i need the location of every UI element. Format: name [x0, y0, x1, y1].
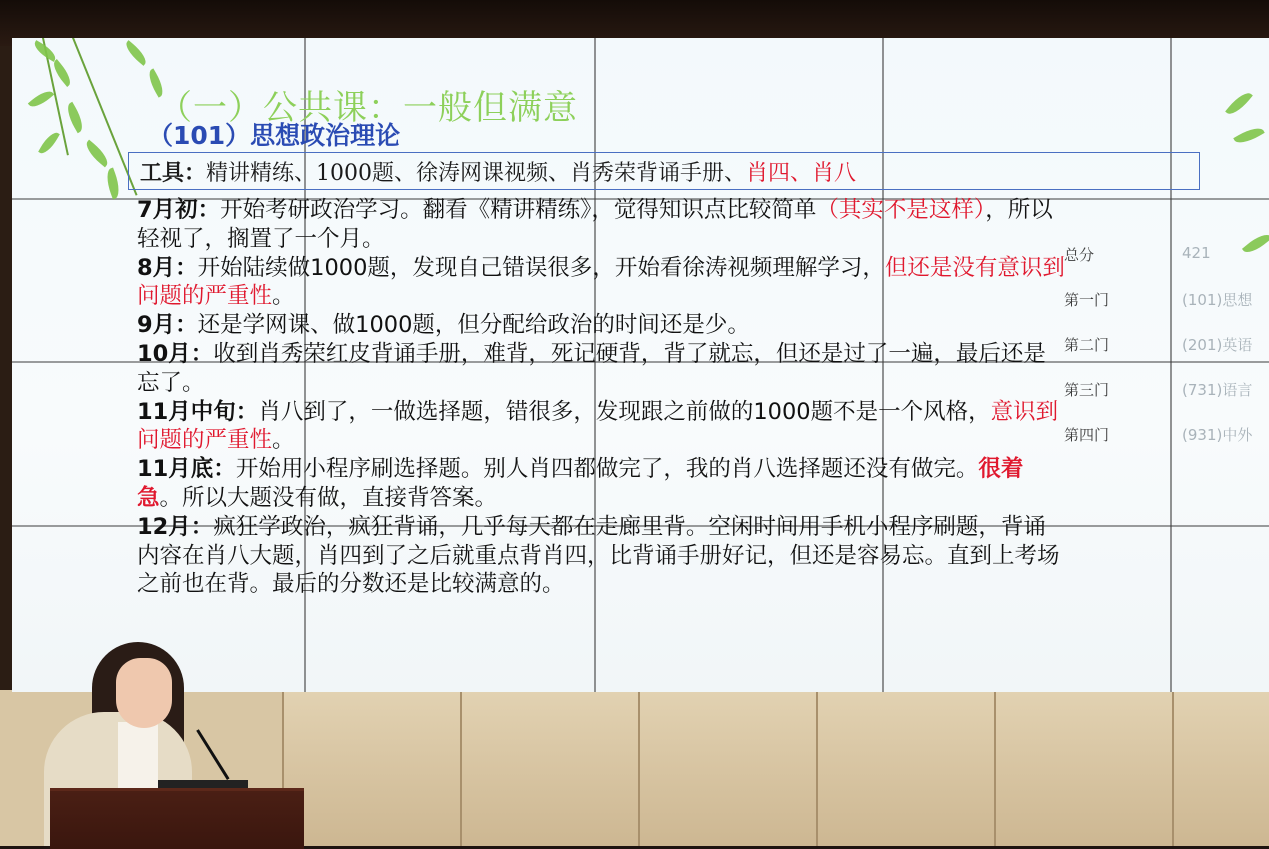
speaker-face [116, 658, 172, 728]
paragraph-text: 疯狂学政治，疯狂背诵，几乎每天都在走廊里背。空闲时间用手机小程序刷题，背诵内容在肖八大题，肖四到了之后就重点背肖四，比背诵手册好记，但还是容易忘。直到上考场之前也在背。最后的分数还是比较满意的。 [137, 513, 1060, 598]
score-label: 第二门 [1064, 336, 1110, 354]
paragraph-text: 开始考研政治学习。翻看《精讲精练》，觉得知识点比较简单 [220, 197, 817, 223]
paragraph-text: 收到肖秀荣红皮背诵手册，难背，死记硬背，背了就忘，但还是过了一遍，最后还是忘了。 [137, 340, 1046, 396]
highlight-text: （其实不是这样） [816, 197, 986, 223]
score-row [1064, 424, 1253, 445]
screen-seam [1170, 38, 1172, 692]
paragraph-text: ，所以轻视了，搁置了一个月。 [137, 197, 1053, 252]
wall-panel [994, 690, 1174, 846]
wall-panel [460, 690, 640, 846]
score-row [1064, 334, 1253, 355]
score-value: (101)思想 [1182, 291, 1253, 309]
wall-panel [816, 690, 996, 846]
paragraph-text: 。 [272, 427, 295, 454]
month-label: 11月底： [137, 456, 236, 483]
wall-panel [638, 690, 818, 846]
highlight-text: 但还是没有意识到问题的严重性 [137, 254, 1065, 310]
paragraph-mid-november [137, 398, 1067, 456]
score-value: (931)中外 [1182, 426, 1253, 444]
podium [50, 788, 304, 849]
score-row [1064, 289, 1253, 310]
score-row [1064, 244, 1211, 265]
paragraph-text: 开始陆续做1000题，发现自己错误很多，开始看徐涛视频理解学习， [197, 254, 885, 281]
tools-highlight: 肖四、肖八 [746, 161, 857, 186]
highlight-text: 意识到问题的严重性 [137, 398, 1059, 454]
score-value: (201)英语 [1182, 336, 1253, 354]
score-value: (731)语言 [1182, 381, 1253, 399]
paragraph-july [137, 196, 1067, 254]
speaker-shirt [118, 722, 158, 792]
paragraph-september [137, 311, 1067, 340]
slide-title: （一）公共课：一般但满意 [158, 88, 578, 128]
highlight-text: 很着急 [137, 456, 1024, 511]
tools-label: 工具： [140, 160, 207, 186]
score-label: 总分 [1064, 246, 1095, 264]
month-label: 7月初： [137, 197, 221, 223]
month-label: 12月： [137, 513, 214, 540]
slide-subtitle: （101）思想政治理论 [148, 121, 401, 150]
tools-line [140, 156, 856, 187]
paragraph-august [137, 254, 1067, 312]
month-label: 10月： [137, 340, 214, 367]
tools-text: 精讲精练、1000题、徐涛网课视频、肖秀荣背诵手册、 [206, 161, 747, 186]
paragraph-text: 。 [272, 283, 295, 310]
score-value: 421 [1182, 244, 1211, 262]
wall-panel [282, 690, 462, 846]
score-label: 第三门 [1064, 381, 1110, 399]
month-label: 9月： [137, 312, 198, 339]
paragraph-text: 。所以大题没有做，直接背答案。 [159, 484, 498, 511]
paragraph-text: 还是学网课、做1000题，但分配给政治的时间还是少。 [197, 312, 750, 339]
paragraph-text: 肖八到了，一做选择题，错很多，发现跟之前做的1000题不是一个风格， [258, 398, 991, 425]
score-label: 第一门 [1064, 291, 1110, 309]
score-label: 第四门 [1064, 426, 1110, 444]
paragraph-text: 开始用小程序刷选择题。别人肖四都做完了，我的肖八选择题还没有做完。 [235, 456, 979, 483]
month-label: 11月中旬： [137, 398, 259, 425]
timeline-text [137, 196, 1067, 599]
wall-panel [1172, 690, 1269, 846]
score-row [1064, 379, 1253, 400]
paragraph-october [137, 340, 1067, 398]
paragraph-end-november [137, 455, 1067, 513]
month-label: 8月： [137, 254, 198, 281]
paragraph-december [137, 513, 1067, 599]
